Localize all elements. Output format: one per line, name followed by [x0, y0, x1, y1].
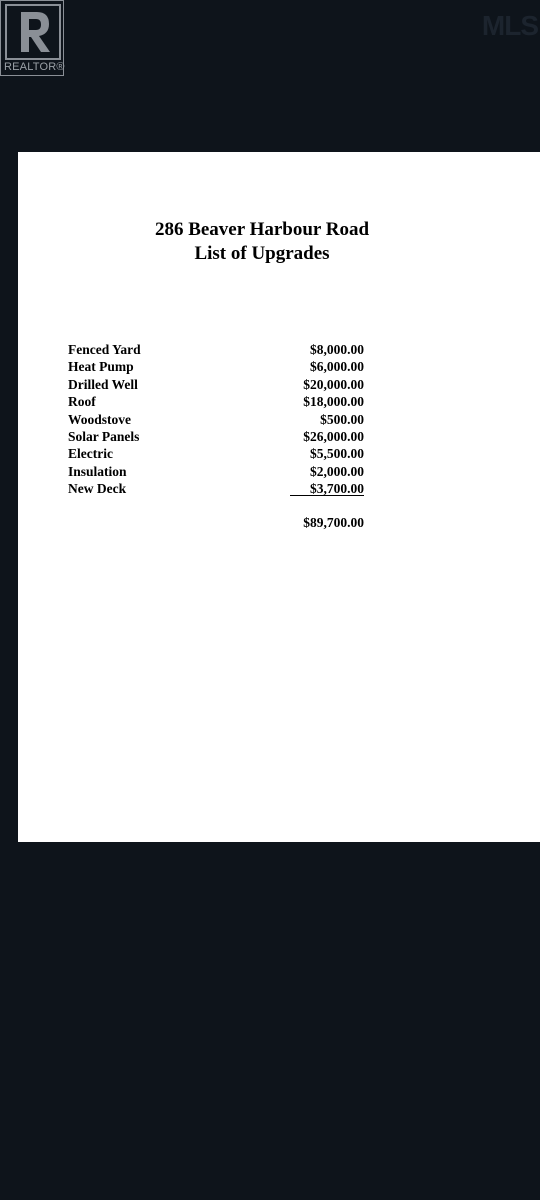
list-item	[68, 429, 364, 446]
list-item	[68, 446, 364, 463]
item-amount: $26,000.00	[303, 429, 364, 444]
item-label: Electric	[68, 446, 113, 461]
item-amount: $2,000.00	[310, 464, 364, 479]
upgrades-document	[18, 152, 540, 842]
list-item	[68, 412, 364, 429]
item-label: Insulation	[68, 464, 127, 479]
item-amount: $20,000.00	[303, 377, 364, 392]
realtor-logo-text: REALTOR®	[4, 61, 65, 73]
list-item	[68, 359, 364, 376]
total-amount: $89,700.00	[303, 515, 364, 530]
item-amount: $500.00	[320, 412, 364, 427]
document-title-heading: List of Upgrades	[194, 243, 330, 264]
realtor-r-icon	[5, 4, 61, 60]
document-title	[18, 218, 506, 266]
list-item	[68, 464, 364, 481]
item-label: Woodstove	[68, 412, 132, 427]
item-amount: $8,000.00	[310, 342, 364, 357]
item-amount: $18,000.00	[303, 394, 364, 409]
item-label: New Deck	[68, 481, 127, 496]
item-amount: $6,000.00	[310, 359, 364, 374]
list-item	[68, 377, 364, 394]
item-amount: $5,500.00	[310, 446, 364, 461]
list-item	[68, 394, 364, 411]
item-label: Roof	[68, 394, 96, 409]
total-divider	[290, 495, 364, 496]
mls-logo: MLS	[481, 10, 538, 41]
item-label: Heat Pump	[68, 359, 134, 374]
realtor-logo	[0, 0, 64, 76]
item-label: Fenced Yard	[68, 342, 141, 357]
item-label: Solar Panels	[68, 429, 140, 444]
list-item	[68, 342, 364, 359]
item-amount: $3,700.00	[310, 481, 364, 496]
document-title-address: 286 Beaver Harbour Road	[154, 219, 370, 240]
item-label: Drilled Well	[68, 377, 138, 392]
